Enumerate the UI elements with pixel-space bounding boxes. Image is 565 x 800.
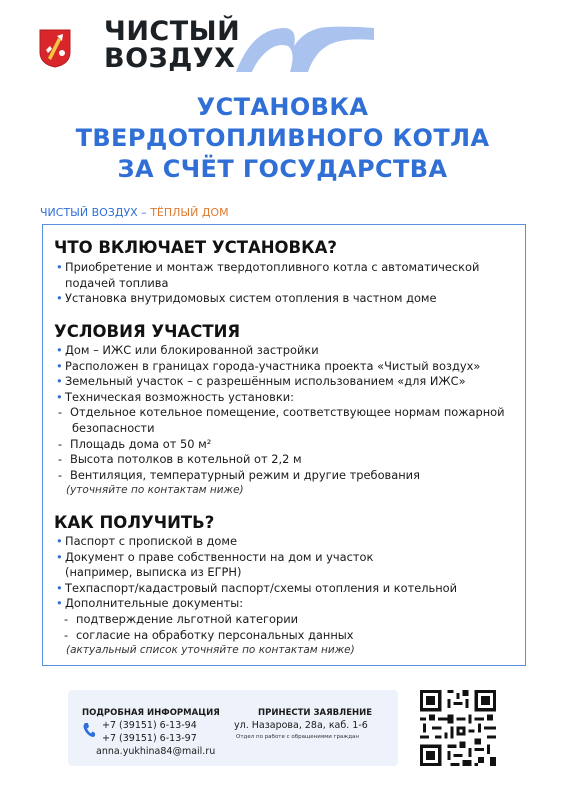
tagline-part-2: ТЁПЛЫЙ ДОМ xyxy=(150,206,229,219)
list-item: • Документ о праве собственности на дом и участок xyxy=(56,550,516,566)
list-item: • Расположен в границах города-участника проекта «Чистый воздух» xyxy=(56,359,516,375)
list-item: • Паспорт с пропиской в доме xyxy=(56,534,516,550)
list-item: • Земельный участок – с разрешённым использованием «для ИЖС» xyxy=(56,374,516,390)
list-item: • Дополнительные документы: xyxy=(56,596,516,612)
qr-code-icon[interactable] xyxy=(420,690,496,766)
sub-list-item: - Высота потолков в котельной от 2,2 м xyxy=(58,452,516,468)
sub-list-item: - Вентиляция, температурный режим и другие требования xyxy=(58,468,516,484)
list-item: • Установка внутридомовых систем отопления в частном доме xyxy=(56,291,516,307)
city-coat-of-arms-icon xyxy=(38,28,72,68)
list-item: • Техническая возможность установки: xyxy=(56,390,516,406)
section-conditions-list xyxy=(56,343,516,499)
list-item-continuation: подачей топлива xyxy=(65,275,169,290)
section-how-to-get-list xyxy=(56,534,516,659)
email-link[interactable]: anna.yukhina84@mail.ru xyxy=(96,746,216,757)
office-address: ул. Назарова, 28а, каб. 1-6 xyxy=(234,720,368,731)
brand-line-2: ВОЗДУХ xyxy=(104,43,236,74)
phone-icon xyxy=(82,722,96,738)
sub-list-item-continuation: безопасности xyxy=(72,420,155,435)
list-note: (актуальный список уточняйте по контактам ниже) xyxy=(66,644,355,657)
apply-heading: ПРИНЕСТИ ЗАЯВЛЕНИЕ xyxy=(258,708,373,718)
sub-list-item: - Отдельное котельное помещение, соответствующее нормам пожарной xyxy=(58,405,516,421)
section-title-includes: ЧТО ВКЛЮЧАЕТ УСТАНОВКА? xyxy=(54,238,337,257)
phone-number-1[interactable]: +7 (39151) 6-13-94 xyxy=(102,720,197,731)
list-item: • Техпаспорт/кадастровый паспорт/схемы отопления и котельной xyxy=(56,581,516,597)
list-item: • Приобретение и монтаж твердотопливного котла с автоматической xyxy=(56,260,516,276)
tagline xyxy=(40,206,229,220)
department-name: Отдел по работе с обращениями граждан xyxy=(236,734,360,740)
title-line-2: ТВЕРДОТОПЛИВНОГО КОТЛА xyxy=(75,124,490,152)
title-line-3: ЗА СЧЁТ ГОСУДАРСТВА xyxy=(117,155,448,183)
project-logo-swoosh-icon xyxy=(232,24,377,74)
tagline-part-1: ЧИСТЫЙ ВОЗДУХ – xyxy=(40,206,147,219)
brand-wordmark xyxy=(104,18,240,72)
section-title-conditions: УСЛОВИЯ УЧАСТИЯ xyxy=(54,322,241,341)
sub-list-item: - Площадь дома от 50 м² xyxy=(58,437,516,453)
list-item-continuation: (например, выписка из ЕГРН) xyxy=(65,565,242,580)
brand-line-1: ЧИСТЫЙ xyxy=(104,16,241,47)
sub-list-item: - согласие на обработку персональных данных xyxy=(64,628,516,644)
section-title-how-to-get: КАК ПОЛУЧИТЬ? xyxy=(54,513,215,532)
list-note: (уточняйте по контактам ниже) xyxy=(66,484,244,497)
phone-number-2[interactable]: +7 (39151) 6-13-97 xyxy=(102,733,197,744)
sub-list-item: - подтверждение льготной категории xyxy=(64,612,516,628)
info-heading: ПОДРОБНАЯ ИНФОРМАЦИЯ xyxy=(82,708,220,718)
section-includes-list xyxy=(56,260,516,307)
list-item: • Дом – ИЖС или блокированной застройки xyxy=(56,343,516,359)
title-line-1: УСТАНОВКА xyxy=(196,93,369,121)
page-title xyxy=(0,92,565,185)
